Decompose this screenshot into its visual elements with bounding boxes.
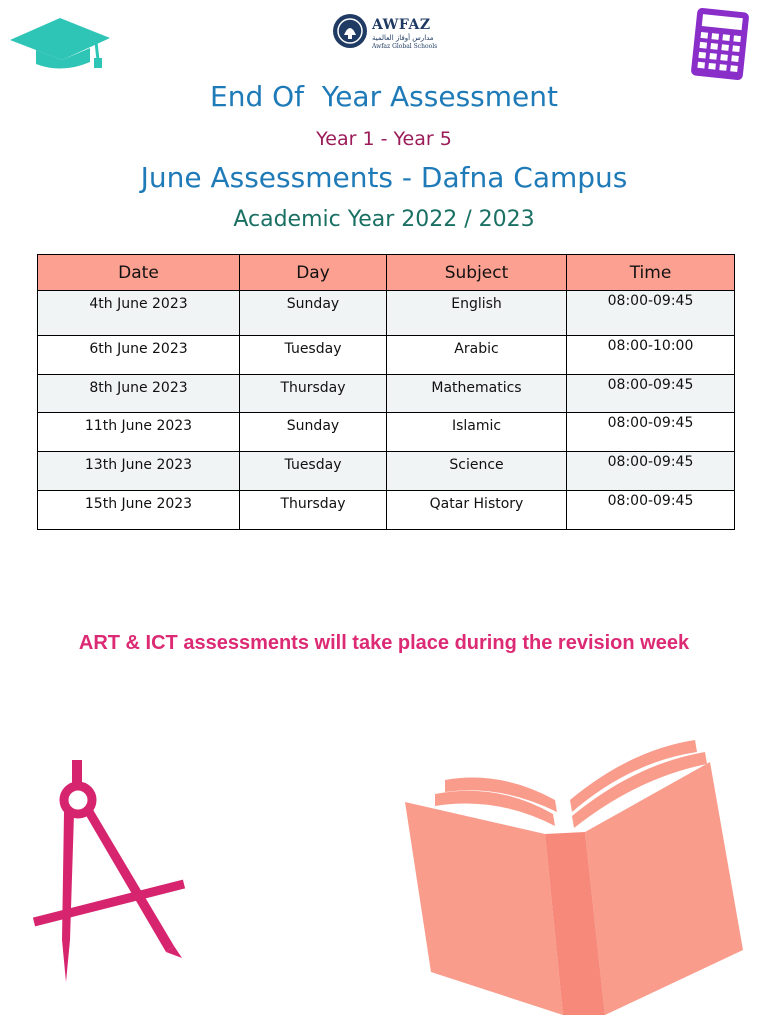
cell-subject: Mathematics bbox=[387, 375, 567, 413]
column-header-subject: Subject bbox=[387, 255, 567, 291]
cell-subject: Arabic bbox=[387, 336, 567, 375]
table-row bbox=[38, 336, 735, 375]
cell-day: Sunday bbox=[240, 413, 387, 452]
cell-subject: Islamic bbox=[387, 413, 567, 452]
table-row bbox=[38, 413, 735, 452]
cell-day: Sunday bbox=[240, 291, 387, 336]
cell-subject: English bbox=[387, 291, 567, 336]
cell-time: 08:00-09:45 bbox=[567, 413, 735, 452]
school-logo bbox=[332, 13, 442, 53]
table-row bbox=[38, 291, 735, 336]
cell-time: 08:00-09:45 bbox=[567, 291, 735, 336]
table-row bbox=[38, 375, 735, 413]
cell-time: 08:00-10:00 bbox=[567, 336, 735, 375]
year-range: Year 1 - Year 5 bbox=[316, 128, 452, 150]
assessment-schedule-table bbox=[37, 254, 735, 530]
cell-date: 11th June 2023 bbox=[38, 413, 240, 452]
calculator-icon bbox=[688, 6, 752, 82]
cell-date: 4th June 2023 bbox=[38, 291, 240, 336]
cell-day: Tuesday bbox=[240, 336, 387, 375]
cell-day: Tuesday bbox=[240, 452, 387, 491]
open-book-icon bbox=[405, 740, 750, 1015]
cell-subject: Science bbox=[387, 452, 567, 491]
cell-time: 08:00-09:45 bbox=[567, 452, 735, 491]
logo-name: AWFAZ bbox=[372, 17, 431, 33]
column-header-day: Day bbox=[240, 255, 387, 291]
logo-english-name: Awfaz Global Schools bbox=[372, 43, 438, 50]
cell-subject: Qatar History bbox=[387, 491, 567, 530]
table-header-row bbox=[38, 255, 735, 291]
column-header-date: Date bbox=[38, 255, 240, 291]
cell-date: 6th June 2023 bbox=[38, 336, 240, 375]
column-header-time: Time bbox=[567, 255, 735, 291]
table-row bbox=[38, 452, 735, 491]
academic-year: Academic Year 2022 / 2023 bbox=[233, 207, 535, 232]
table-row bbox=[38, 491, 735, 530]
revision-week-note: ART & ICT assessments will take place during the revision week bbox=[78, 632, 690, 654]
cell-date: 8th June 2023 bbox=[38, 375, 240, 413]
logo-arabic-name: مدارس أوفاز العالمية bbox=[372, 34, 434, 42]
awfaz-emblem-icon bbox=[332, 13, 368, 49]
cell-day: Thursday bbox=[240, 375, 387, 413]
page-title: End Of Year Assessment bbox=[210, 80, 558, 113]
cell-time: 08:00-09:45 bbox=[567, 491, 735, 530]
cell-date: 13th June 2023 bbox=[38, 452, 240, 491]
cell-date: 15th June 2023 bbox=[38, 491, 240, 530]
graduation-cap-icon bbox=[8, 14, 112, 70]
compass-icon bbox=[32, 760, 188, 986]
cell-day: Thursday bbox=[240, 491, 387, 530]
cell-time: 08:00-09:45 bbox=[567, 375, 735, 413]
campus-heading: June Assessments - Dafna Campus bbox=[140, 161, 628, 194]
